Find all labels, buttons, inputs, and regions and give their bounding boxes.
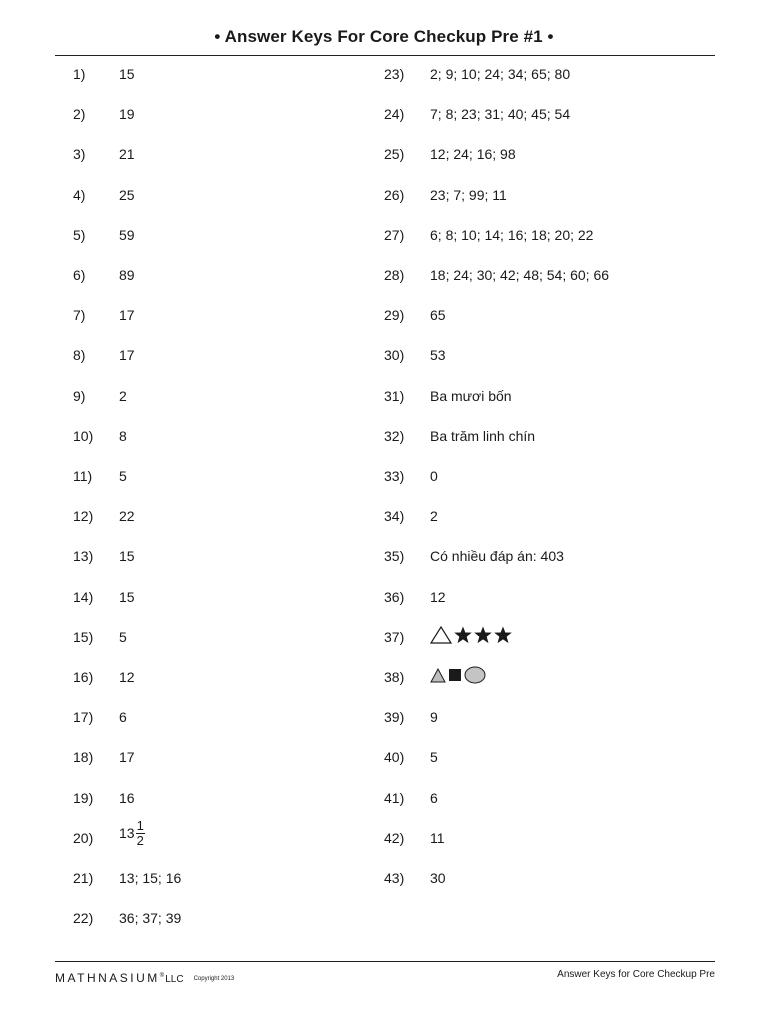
question-number: 42) <box>384 829 405 846</box>
answer-text: 7; 8; 23; 31; 40; 45; 54 <box>430 106 571 123</box>
answer-value <box>119 628 127 646</box>
answer-text: 16 <box>119 789 135 806</box>
triangle-gray-icon <box>430 668 446 683</box>
answer-text: 2; 9; 10; 24; 34; 65; 80 <box>430 66 571 82</box>
answer-text: 11 <box>430 829 445 846</box>
question-number: 40) <box>384 749 405 766</box>
answer-value <box>119 547 135 565</box>
answer-text: 65 <box>430 307 446 324</box>
answer-text: 2 <box>430 508 438 525</box>
answer-value <box>119 105 135 123</box>
answer-text: 53 <box>430 347 446 364</box>
fraction <box>136 819 145 848</box>
question-number: 13) <box>73 548 94 565</box>
answer-text: 25 <box>119 186 135 203</box>
answer-text: 23; 7; 99; 11 <box>430 186 507 203</box>
question-number: 14) <box>73 588 94 605</box>
question-number: 24) <box>384 106 405 123</box>
answer-text: 59 <box>119 226 135 243</box>
question-number: 26) <box>384 186 405 203</box>
answer-value <box>119 909 181 927</box>
question-number: 21) <box>73 870 94 886</box>
copyright-text: Copyright 2013 <box>193 975 235 982</box>
triangle-outline-icon <box>430 626 452 644</box>
star-icon <box>454 626 472 644</box>
answer-value <box>430 306 446 324</box>
answer-value <box>430 708 438 726</box>
question-number: 20) <box>73 829 94 846</box>
logo-llc: LLC <box>165 974 184 985</box>
answer-text: 2 <box>119 387 127 404</box>
question-number: 41) <box>384 789 405 806</box>
answer-text: 36; 37; 39 <box>119 910 182 927</box>
star-icon <box>474 626 492 644</box>
answer-text: 22 <box>119 508 135 525</box>
question-number: 18) <box>73 749 94 766</box>
question-number: 2) <box>73 106 86 123</box>
answer-value <box>119 186 135 204</box>
question-number: 28) <box>384 267 405 283</box>
answer-value <box>119 789 135 807</box>
answer-value <box>430 748 438 766</box>
answer-value <box>430 789 438 807</box>
answer-value <box>430 628 512 650</box>
fraction-numerator: 1 <box>136 817 144 833</box>
question-number: 38) <box>384 669 405 685</box>
question-number: 39) <box>384 709 405 726</box>
answer-text: 19 <box>119 106 135 123</box>
answer-text: 12 <box>430 588 446 605</box>
answer-text: 17 <box>119 307 135 324</box>
answer-value <box>119 65 135 83</box>
answer-value <box>119 708 127 726</box>
question-number: 34) <box>384 508 405 525</box>
answer-text: 0 <box>430 468 438 484</box>
question-number: 12) <box>73 508 94 525</box>
answer-value <box>119 346 135 364</box>
answer-value <box>119 869 181 887</box>
answer-value <box>430 467 438 485</box>
answer-value <box>119 387 127 405</box>
answer-text: 6 <box>119 709 127 726</box>
question-number: 1) <box>73 66 86 82</box>
answer-value <box>430 346 446 364</box>
answer-value <box>430 668 486 689</box>
question-number: 29) <box>384 307 405 324</box>
answer-text: Ba trăm linh chín <box>430 427 536 444</box>
question-number: 35) <box>384 548 405 565</box>
answer-value <box>119 817 145 849</box>
question-number: 7) <box>73 307 86 324</box>
answer-value <box>119 588 135 606</box>
question-number: 4) <box>73 186 86 203</box>
answer-value <box>430 65 570 83</box>
answer-value <box>119 427 127 445</box>
answer-value <box>430 869 446 887</box>
question-number: 10) <box>73 427 94 444</box>
question-number: 8) <box>73 347 86 364</box>
answer-text: 5 <box>119 468 127 484</box>
star-icon <box>494 626 512 644</box>
answer-text: 13 <box>119 825 135 841</box>
answer-value <box>430 387 512 405</box>
question-number: 15) <box>73 628 94 645</box>
page-title: • Answer Keys For Core Checkup Pre #1 • <box>214 27 554 46</box>
answer-text: 5 <box>430 749 438 766</box>
question-number: 9) <box>73 387 86 404</box>
answer-text: Có nhiều đáp án: 403 <box>430 548 564 565</box>
fraction-denominator: 2 <box>136 832 144 848</box>
answer-text: 8 <box>119 427 127 444</box>
answer-text: 6; 8; 10; 14; 16; 18; 20; 22 <box>430 226 594 243</box>
square-black-icon <box>448 668 462 682</box>
answer-text: 13; 15; 16 <box>119 870 182 886</box>
answer-value <box>430 226 593 244</box>
answer-text: 15 <box>119 548 135 565</box>
answer-text: 15 <box>119 588 135 605</box>
footer-document-name: Answer Keys for Core Checkup Pre <box>557 969 715 980</box>
question-number: 17) <box>73 709 94 726</box>
question-number: 16) <box>73 669 94 685</box>
answer-text: 12; 24; 16; 98 <box>430 146 516 163</box>
answer-text: Ba mươi bốn <box>430 387 512 404</box>
question-number: 30) <box>384 347 405 364</box>
question-number: 23) <box>384 66 405 82</box>
answer-value <box>119 266 135 284</box>
answer-text: 30 <box>430 870 446 886</box>
question-number: 36) <box>384 588 405 605</box>
question-number: 31) <box>384 387 405 404</box>
answer-value <box>119 145 135 163</box>
answer-value <box>119 748 135 766</box>
answer-text: 6 <box>430 789 438 806</box>
question-number: 33) <box>384 468 405 484</box>
answer-value <box>119 467 127 485</box>
header-rule <box>55 55 715 56</box>
question-number: 19) <box>73 789 94 806</box>
question-number: 43) <box>384 870 405 886</box>
question-number: 27) <box>384 226 405 243</box>
question-number: 11) <box>73 468 93 484</box>
answer-text: 12 <box>119 669 135 685</box>
answer-text: 5 <box>119 628 127 645</box>
answer-value <box>430 507 438 525</box>
answer-text: 15 <box>119 66 135 82</box>
answer-text: 17 <box>119 347 135 364</box>
question-number: 25) <box>384 146 405 163</box>
question-number: 5) <box>73 226 86 243</box>
oval-gray-icon <box>464 666 486 684</box>
answer-text: 9 <box>430 709 438 726</box>
logo-wordmark: MATHNASIUM <box>55 971 160 985</box>
question-number: 22) <box>73 910 94 927</box>
answer-value <box>430 588 446 606</box>
answer-value <box>430 145 516 163</box>
answer-text: 89 <box>119 267 135 283</box>
question-number: 37) <box>384 628 405 645</box>
answer-value <box>119 226 135 244</box>
answer-value <box>430 829 445 847</box>
question-number: 6) <box>73 267 86 283</box>
footer-rule <box>55 961 715 962</box>
question-number: 32) <box>384 427 405 444</box>
mathnasium-logo: MATHNASIUM®LLC Copyright 2013 <box>55 971 235 985</box>
question-number: 3) <box>73 146 86 163</box>
answer-text: 21 <box>119 146 135 163</box>
answer-value <box>430 105 570 123</box>
answer-value <box>430 547 564 565</box>
answer-value <box>119 507 135 525</box>
answer-value <box>430 427 535 445</box>
answer-value <box>119 668 135 686</box>
answer-value <box>119 306 135 324</box>
answer-value <box>430 266 609 284</box>
answer-value <box>430 186 507 204</box>
answer-text: 17 <box>119 749 135 766</box>
answer-text: 18; 24; 30; 42; 48; 54; 60; 66 <box>430 267 610 283</box>
